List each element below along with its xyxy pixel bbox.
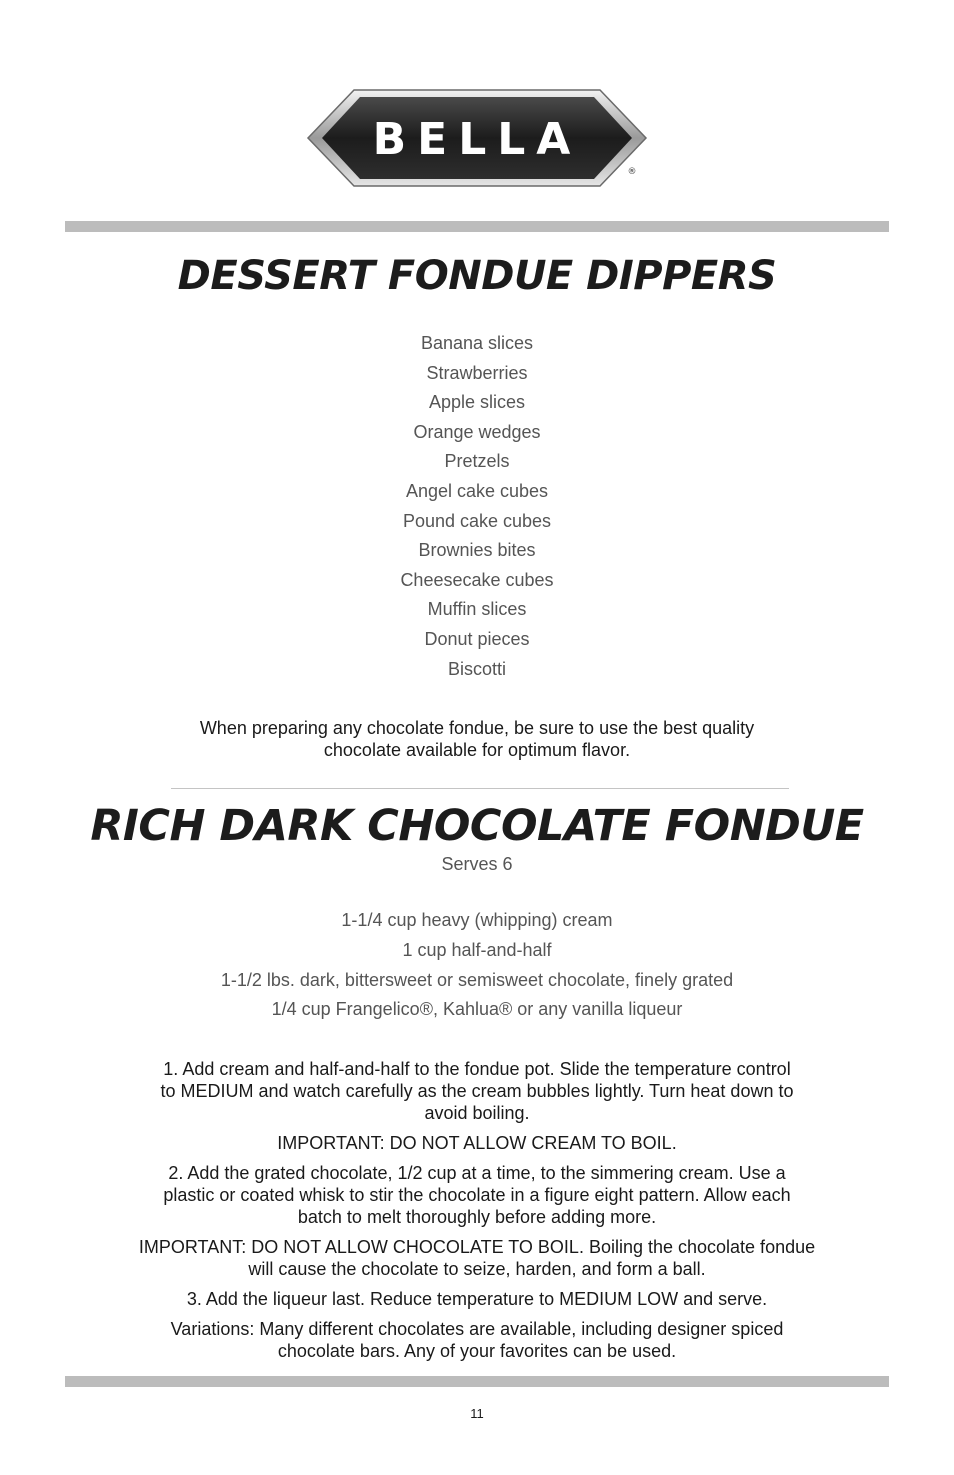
list-item: Angel cake cubes — [405, 480, 549, 501]
dippers-title: DESSERT FONDUE DIPPERS — [177, 253, 777, 299]
svg-text:BELLA: BELLA — [372, 114, 582, 165]
recipe-title: RICH DARK CHOCOLATE FONDUE — [90, 801, 864, 851]
list-item: Banana slices — [420, 333, 534, 353]
list-item: 1-1/2 lbs. dark, bittersweet or semisweet chocolate, finely grated — [220, 969, 734, 990]
dippers-list — [0, 329, 954, 684]
list-item: Brownies bites — [418, 540, 536, 561]
list-item: Muffin slices — [427, 599, 527, 620]
instructions — [100, 1058, 854, 1370]
svg-text:®: ® — [627, 167, 637, 177]
list-item: Orange wedges — [413, 421, 541, 442]
list-item: Pound cake cubes — [402, 510, 552, 531]
section-divider — [171, 788, 789, 789]
variations-note: Variations: Many different chocolates are available, including designer spiced chocolate bars. Any of your favorites can be used. — [170, 1319, 784, 1361]
list-item: Pretzels — [444, 451, 510, 472]
page-number: 11 — [470, 1406, 484, 1421]
list-item: Cheesecake cubes — [400, 569, 554, 590]
top-divider — [65, 221, 889, 232]
list-item: 1 cup half-and-half — [402, 939, 552, 960]
step-2: 2. Add the grated chocolate, 1/2 cup at a time, to the simmering cream. Use a plastic or coated whisk to stir the chocolate in a figure eight pattern. Allow each batch to melt thoroughly before adding more. — [163, 1163, 791, 1227]
list-item: Apple slices — [428, 392, 526, 413]
warning-chocolate: IMPORTANT: DO NOT ALLOW CHOCOLATE TO BOIL. Boiling the chocolate fondue will cause the chocolate to seize, harden, and form a ball. — [138, 1237, 816, 1279]
list-item: Strawberries — [426, 362, 528, 383]
step-1: 1. Add cream and half-and-half to the fondue pot. Slide the temperature control to MEDIUM and watch carefully as the cream bubbles lightly. Turn heat down to avoid boiling. — [160, 1059, 794, 1123]
bella-logo — [306, 88, 648, 190]
list-item: 1/4 cup Frangelico®, Kahlua® or any vanilla liqueur — [271, 999, 683, 1020]
list-item: Biscotti — [447, 658, 507, 679]
bottom-divider — [65, 1376, 889, 1387]
ingredients-list — [0, 906, 954, 1025]
serves-label: Serves 6 — [441, 854, 513, 874]
step-3: 3. Add the liqueur last. Reduce temperature to MEDIUM LOW and serve. — [186, 1289, 768, 1309]
quality-note: When preparing any chocolate fondue, be sure to use the best quality chocolate available for optimum flavor. — [199, 718, 755, 760]
warning-cream: IMPORTANT: DO NOT ALLOW CREAM TO BOIL. — [277, 1133, 677, 1153]
list-item: Donut pieces — [424, 628, 530, 649]
list-item: 1-1/4 cup heavy (whipping) cream — [341, 910, 613, 930]
